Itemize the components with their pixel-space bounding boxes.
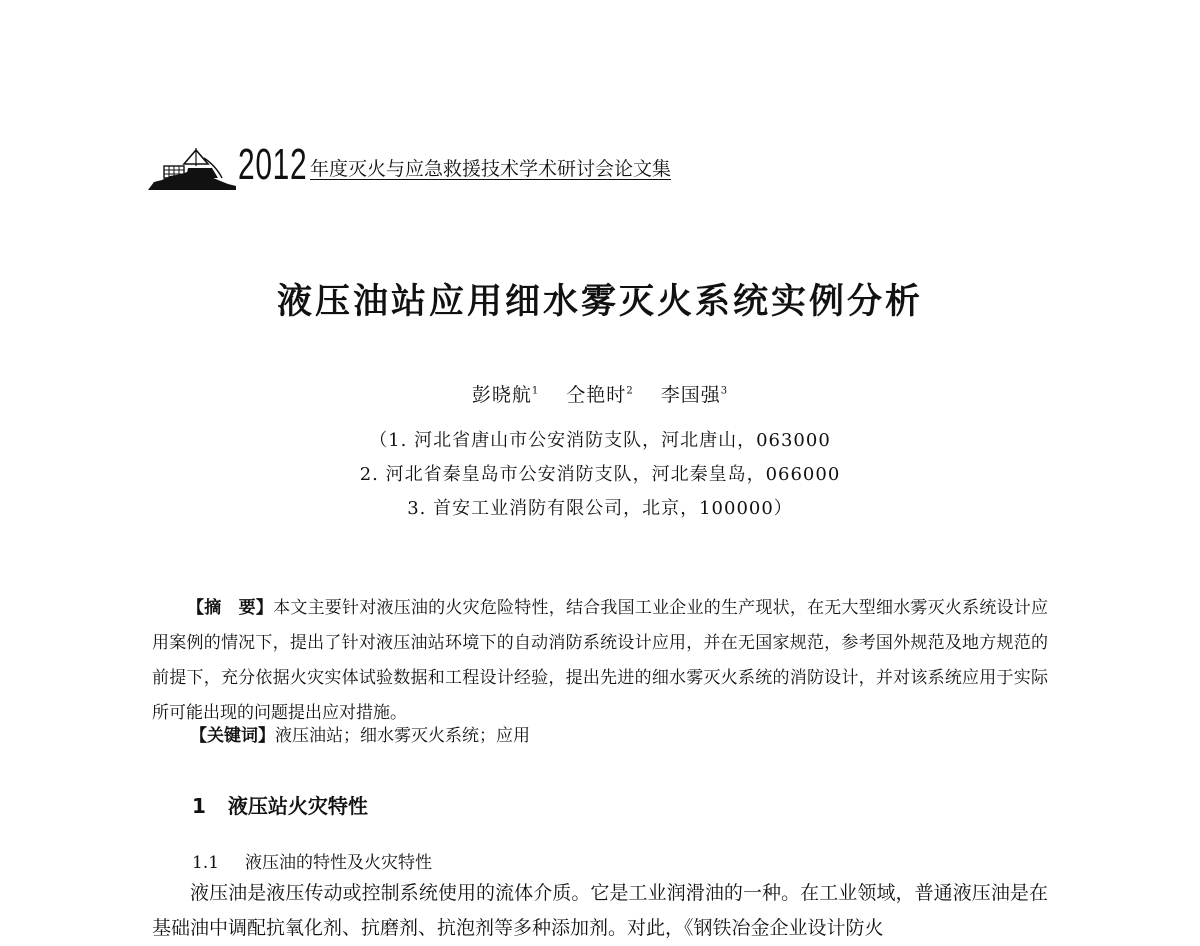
author-name: 彭晓航 xyxy=(471,384,532,406)
author-affiliation-mark: 2 xyxy=(626,385,634,397)
author-name: 仝艳时 xyxy=(566,384,627,406)
author-list xyxy=(0,380,1200,407)
paper-title: 液压油站应用细水雾灭火系统实例分析 xyxy=(276,281,923,322)
affiliation-1: （1. 河北省唐山市公安消防支队，河北唐山，063000 xyxy=(369,430,831,451)
conference-logo-icon xyxy=(148,144,236,190)
author-affiliation-mark: 1 xyxy=(531,385,540,397)
subsection-number: 1.1 xyxy=(192,853,220,873)
proceedings-series-title: 年度灭火与应急救援技术学术研讨会论文集 xyxy=(310,158,672,180)
keywords-label: 【关键词】 xyxy=(190,726,275,746)
author-name: 李国强 xyxy=(660,384,721,406)
author-affiliation-mark: 3 xyxy=(720,385,729,397)
author-2 xyxy=(566,384,633,406)
subsection-title: 液压油的特性及火灾特性 xyxy=(245,853,433,873)
section-number: 1 xyxy=(192,794,206,818)
abstract-text: 本文主要针对液压油的火灾危险特性，结合我国工业企业的生产现状，在无大型细水雾灭火系统设计应用案例的情况下，提出了针对液压油站环境下的自动消防系统设计应用，并在无国家规范，参考国外规范及地方规范的前提下，充分依据火灾实体试验数据和工程设计经验，提出先进的细水雾灭火系统的消防设计，并对该系统应用于实际所可能出现的问题提出应对措施。 xyxy=(152,598,1049,723)
body-paragraph: 液压油是液压传动或控制系统使用的流体介质。它是工业润滑油的一种。在工业领域，普通液压油是在基础油中调配抗氧化剂、抗磨剂、抗泡剂等多种添加剂。对此，《钢铁冶金企业设计防火 xyxy=(152,882,1048,939)
abstract xyxy=(152,591,1048,731)
keywords xyxy=(190,719,530,754)
author-3 xyxy=(661,384,728,406)
keywords-text: 液压油站；细水雾灭火系统；应用 xyxy=(275,726,530,746)
author-1 xyxy=(472,384,539,406)
conference-year: 2012 xyxy=(238,140,308,189)
section-heading xyxy=(192,790,368,819)
abstract-label: 【摘 要】 xyxy=(187,598,274,618)
section-title: 液压站火灾特性 xyxy=(227,794,368,818)
affiliation-2: 2. 河北省秦皇岛市公安消防支队，河北秦皇岛，066000 xyxy=(359,464,841,485)
proceedings-header xyxy=(148,140,671,190)
subsection-heading xyxy=(192,848,432,873)
affiliation-3: 3. 首安工业消防有限公司，北京，100000） xyxy=(407,498,793,519)
